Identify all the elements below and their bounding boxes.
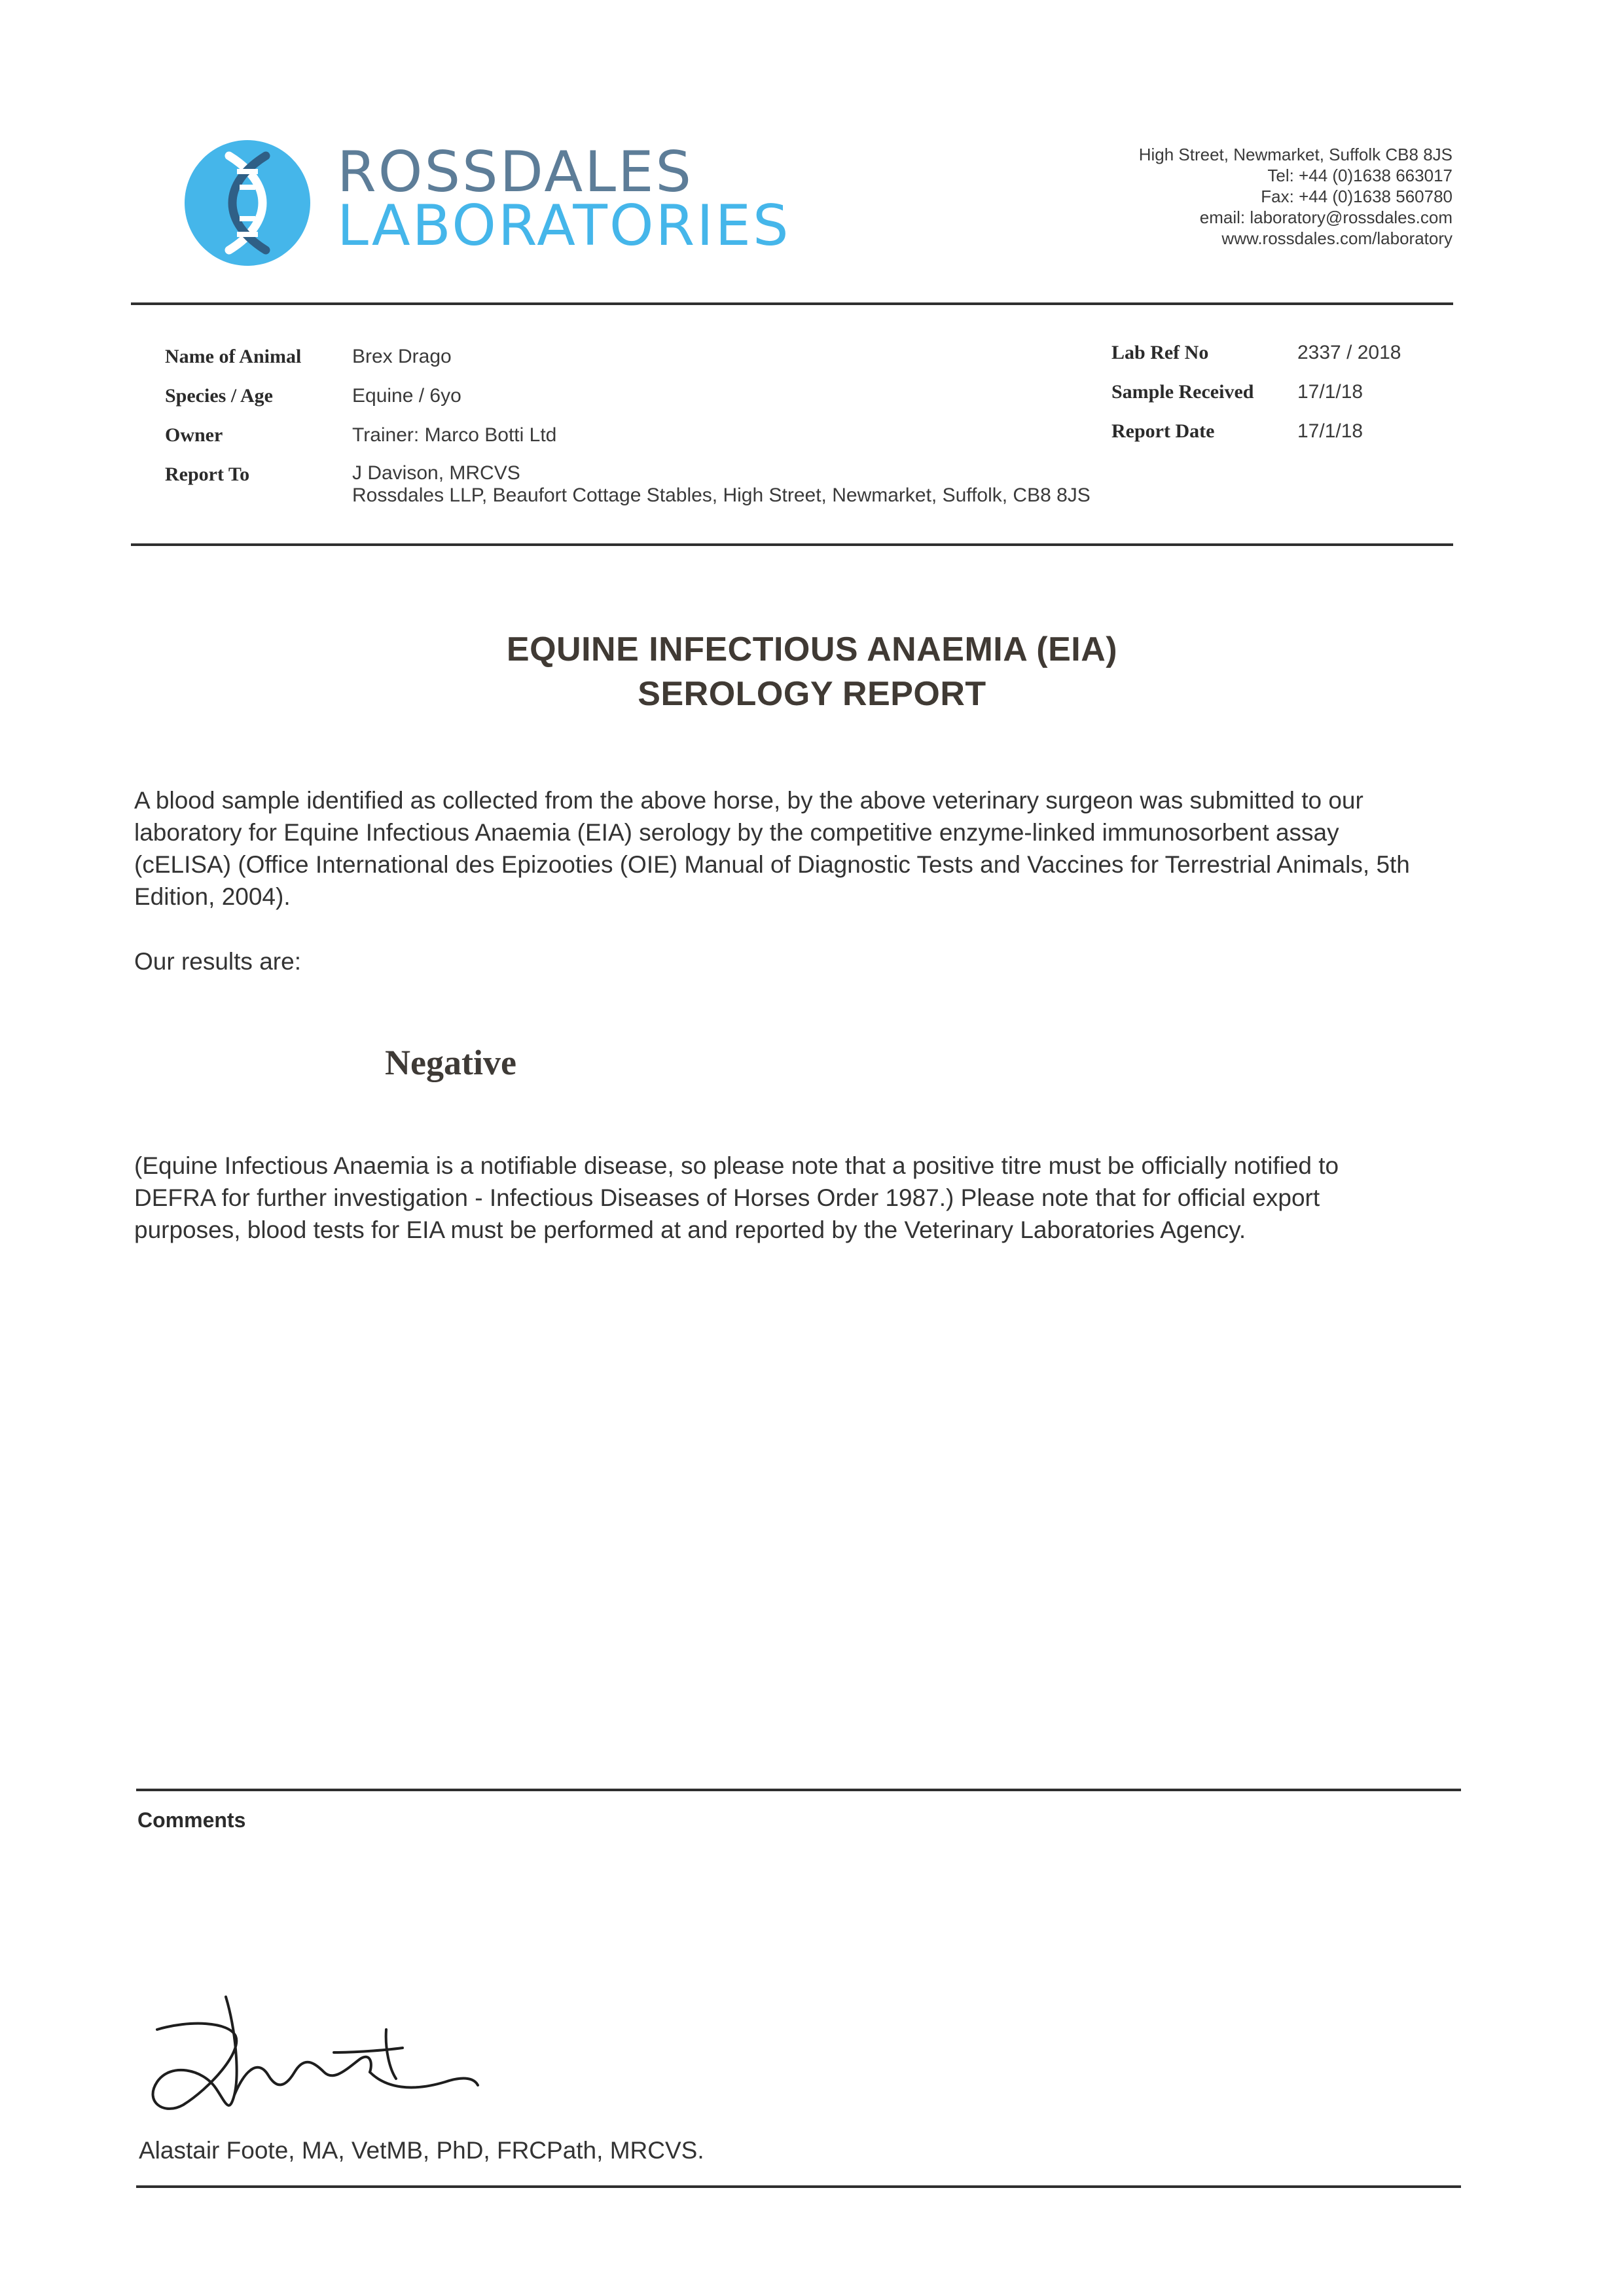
sample-received-value: 17/1/18: [1297, 381, 1363, 403]
report-date-label: Report Date: [1111, 420, 1215, 442]
contact-website: www.rossdales.com/laboratory: [1221, 228, 1453, 248]
species-age-label: Species / Age: [165, 385, 273, 407]
intro-line: Edition, 2004).: [134, 883, 291, 910]
owner-label: Owner: [165, 424, 223, 446]
report-date-value: 17/1/18: [1297, 420, 1363, 442]
species-age-value: Equine / 6yo: [352, 385, 461, 407]
name-of-animal-label: Name of Animal: [165, 346, 302, 367]
signature-image: [137, 1990, 491, 2128]
header-divider: [131, 302, 1453, 305]
contact-tel: Tel: +44 (0)1638 663017: [1267, 166, 1453, 185]
signatory-name: Alastair Foote, MA, VetMB, PhD, FRCPath, MRCVS.: [139, 2137, 704, 2164]
owner-value: Trainer: Marco Botti Ltd: [352, 424, 557, 446]
footer-divider: [136, 2185, 1461, 2188]
intro-paragraph: [134, 784, 1410, 913]
intro-line: (cELISA) (Office International des Epizooties (OIE) Manual of Diagnostic Tests and Vaccines for Terrestrial Animals, 5th: [134, 851, 1410, 878]
eia-result: Negative: [385, 1043, 516, 1082]
contact-fax: Fax: +44 (0)1638 560780: [1261, 187, 1453, 206]
intro-line: laboratory for Equine Infectious Anaemia (EIA) serology by the competitive enzyme-linked immunosorbent assay: [134, 819, 1339, 846]
note-line: DEFRA for further investigation - Infectious Diseases of Horses Order 1987.) Please note that for official export: [134, 1184, 1320, 1211]
rossdales-dna-logo-icon: [182, 137, 313, 268]
lab-ref-label: Lab Ref No: [1111, 342, 1209, 363]
report-title-line2: SEROLOGY REPORT: [638, 675, 986, 713]
lab-ref-value: 2337 / 2018: [1297, 342, 1401, 363]
logo-wordmark-line1: ROSSDALES: [337, 139, 694, 205]
comments-label: Comments: [137, 1808, 246, 1832]
contact-address: High Street, Newmarket, Suffolk CB8 8JS: [1138, 145, 1453, 164]
contact-email: email: laboratory@rossdales.com: [1199, 208, 1453, 227]
note-line: (Equine Infectious Anaemia is a notifiable disease, so please note that a positive titre must be officially notified to: [134, 1152, 1339, 1179]
report-to-label: Report To: [165, 464, 250, 485]
report-to-name: J Davison, MRCVS: [352, 462, 520, 484]
report-title-line1: EQUINE INFECTIOUS ANAEMIA (EIA): [506, 630, 1118, 668]
report-to-address: Rossdales LLP, Beaufort Cottage Stables, High Street, Newmarket, Suffolk, CB8 8JS: [352, 484, 1091, 506]
contact-block: [1139, 144, 1453, 249]
logo-wordmark-line2: LABORATORIES: [337, 193, 791, 259]
note-line: purposes, blood tests for EIA must be performed at and reported by the Veterinary Laboratories Agency.: [134, 1216, 1246, 1243]
name-of-animal-value: Brex Drago: [352, 346, 452, 367]
notifiable-note: [134, 1150, 1339, 1246]
details-divider: [131, 543, 1453, 546]
results-intro: Our results are:: [134, 948, 301, 975]
sample-received-label: Sample Received: [1111, 381, 1254, 403]
comments-divider: [136, 1789, 1461, 1791]
intro-line: A blood sample identified as collected from the above horse, by the above veterinary surgeon was submitted to our: [134, 787, 1363, 814]
